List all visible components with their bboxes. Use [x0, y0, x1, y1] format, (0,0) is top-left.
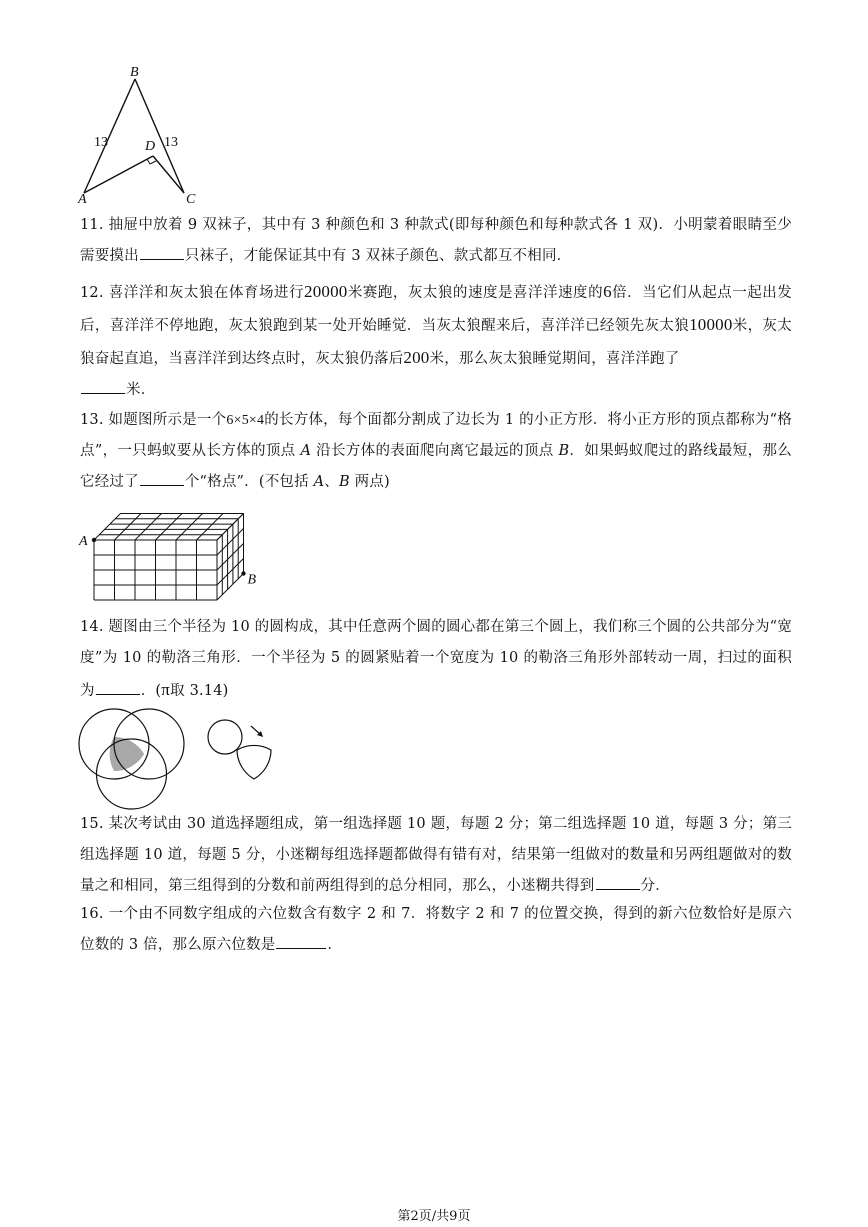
question-14: 14. 题图由三个半径为 10 的圆构成，其中任意两个圆的圆心都在第三个圆上，我们称三个圆的公共部分为“宽度”为 10 的勒洛三角形．一个半径为 5 的圆紧贴着一个宽度为 10 的勒洛三角形外部转动一周，扫过的面积为 ．(π取 3.14) — [80, 619, 792, 699]
question-11: 11. 抽屉中放着 9 双袜子，其中有 3 种颜色和 3 种款式(即每种颜色和每种款式各 1 双)．小明蒙着眼睛至少需要摸出 只袜子，才能保证其中有 3 双袜子颜色、款式都互不相同． — [80, 217, 792, 264]
right-grid-line — [217, 529, 244, 556]
label-c: C — [186, 192, 196, 207]
top-grid-line — [176, 514, 203, 541]
question-16: 16. 一个由不同数字组成的六位数含有数字 2 和 7．将数字 2 和 7 的位置交换，得到的新六位数恰好是原六位数的 3 倍，那么原六位数是 ． — [80, 906, 792, 953]
answer-blank-16[interactable] — [276, 931, 326, 949]
vertex-b-dot — [241, 571, 245, 575]
speed-ratio: 6 — [603, 282, 612, 301]
reuleaux-figure — [74, 704, 294, 808]
right-grid-line — [217, 544, 244, 571]
edge-ad — [84, 156, 153, 193]
triangle-figure — [74, 62, 214, 210]
top-grid-line — [156, 514, 183, 541]
rolling-circle — [208, 720, 242, 754]
label-a: A — [78, 192, 87, 207]
right-grid-line — [217, 514, 244, 541]
label-d: D — [145, 139, 156, 154]
vertex-a-dot — [92, 538, 96, 542]
label-b: B — [130, 65, 139, 80]
box-dimensions: 6×5×4 — [226, 413, 265, 428]
question-13: 13. 如题图所示是一个6×5×4的长方体，每个面都分割成了边长为 1 的小正方形．将小正方形的顶点都称为“格点”，一只蚂蚁要从长方体的顶点 A 沿长方体的表面爬向离它最远的顶点 B．如果蚂蚁爬过的路线最短，那么它经过了 个“格点”．(不包括 A、B 两点) — [80, 412, 792, 490]
top-grid-line — [115, 514, 142, 541]
answer-blank-12[interactable] — [81, 376, 125, 394]
edge-ab — [84, 79, 135, 193]
question-15: 15. 某次考试由 30 道选择题组成，第一组选择题 10 题，每题 2 分；第二组选择题 10 道，每题 3 分；第三组选择题 10 道，每题 5 分，小迷糊每组选择题都做得有错有对，结果第一组做对的数量和另两组题做对的数量之和相同，第三组得到的分数和前两组得到的总分相同，那么，小迷糊共得到 分． — [80, 816, 792, 894]
side-bc-length: 13 — [164, 135, 178, 150]
right-grid-line — [217, 574, 244, 601]
lead-distance: 10000 — [689, 315, 733, 334]
edge-dc — [153, 156, 184, 193]
answer-blank-14[interactable] — [96, 677, 140, 695]
right-grid-line — [217, 559, 244, 586]
answer-blank-13[interactable] — [140, 468, 184, 486]
question-12: 12. 喜洋洋和灰太狼在体育场进行20000米赛跑，灰太狼的速度是喜洋洋速度的6倍．当它们从起点一起出发后，喜洋洋不停地跑，灰太狼跑到某一处开始睡觉．当灰太狼醒来后，喜洋洋已经领先灰太狼10000米，灰太狼奋起直追，当喜洋洋到达终点时，灰太狼仍落后200米，那么灰太狼睡觉期间，喜洋洋跑了 米． — [80, 282, 792, 398]
behind-distance: 200 — [403, 348, 430, 367]
top-grid-line — [94, 514, 121, 541]
answer-blank-15[interactable] — [596, 872, 640, 890]
top-grid-line — [197, 514, 224, 541]
cuboid-figure — [78, 494, 268, 610]
right-angle-mark — [147, 159, 156, 164]
race-distance: 20000 — [304, 282, 348, 301]
label-b: B — [247, 572, 257, 588]
pi-symbol: π — [161, 680, 171, 699]
side-ab-length: 13 — [94, 135, 108, 150]
answer-blank-11[interactable] — [140, 242, 184, 260]
top-grid-line — [135, 514, 162, 541]
page-footer: 第2页/共9页 — [397, 1209, 471, 1224]
label-a: A — [79, 534, 88, 549]
small-reuleaux-triangle — [237, 745, 271, 779]
